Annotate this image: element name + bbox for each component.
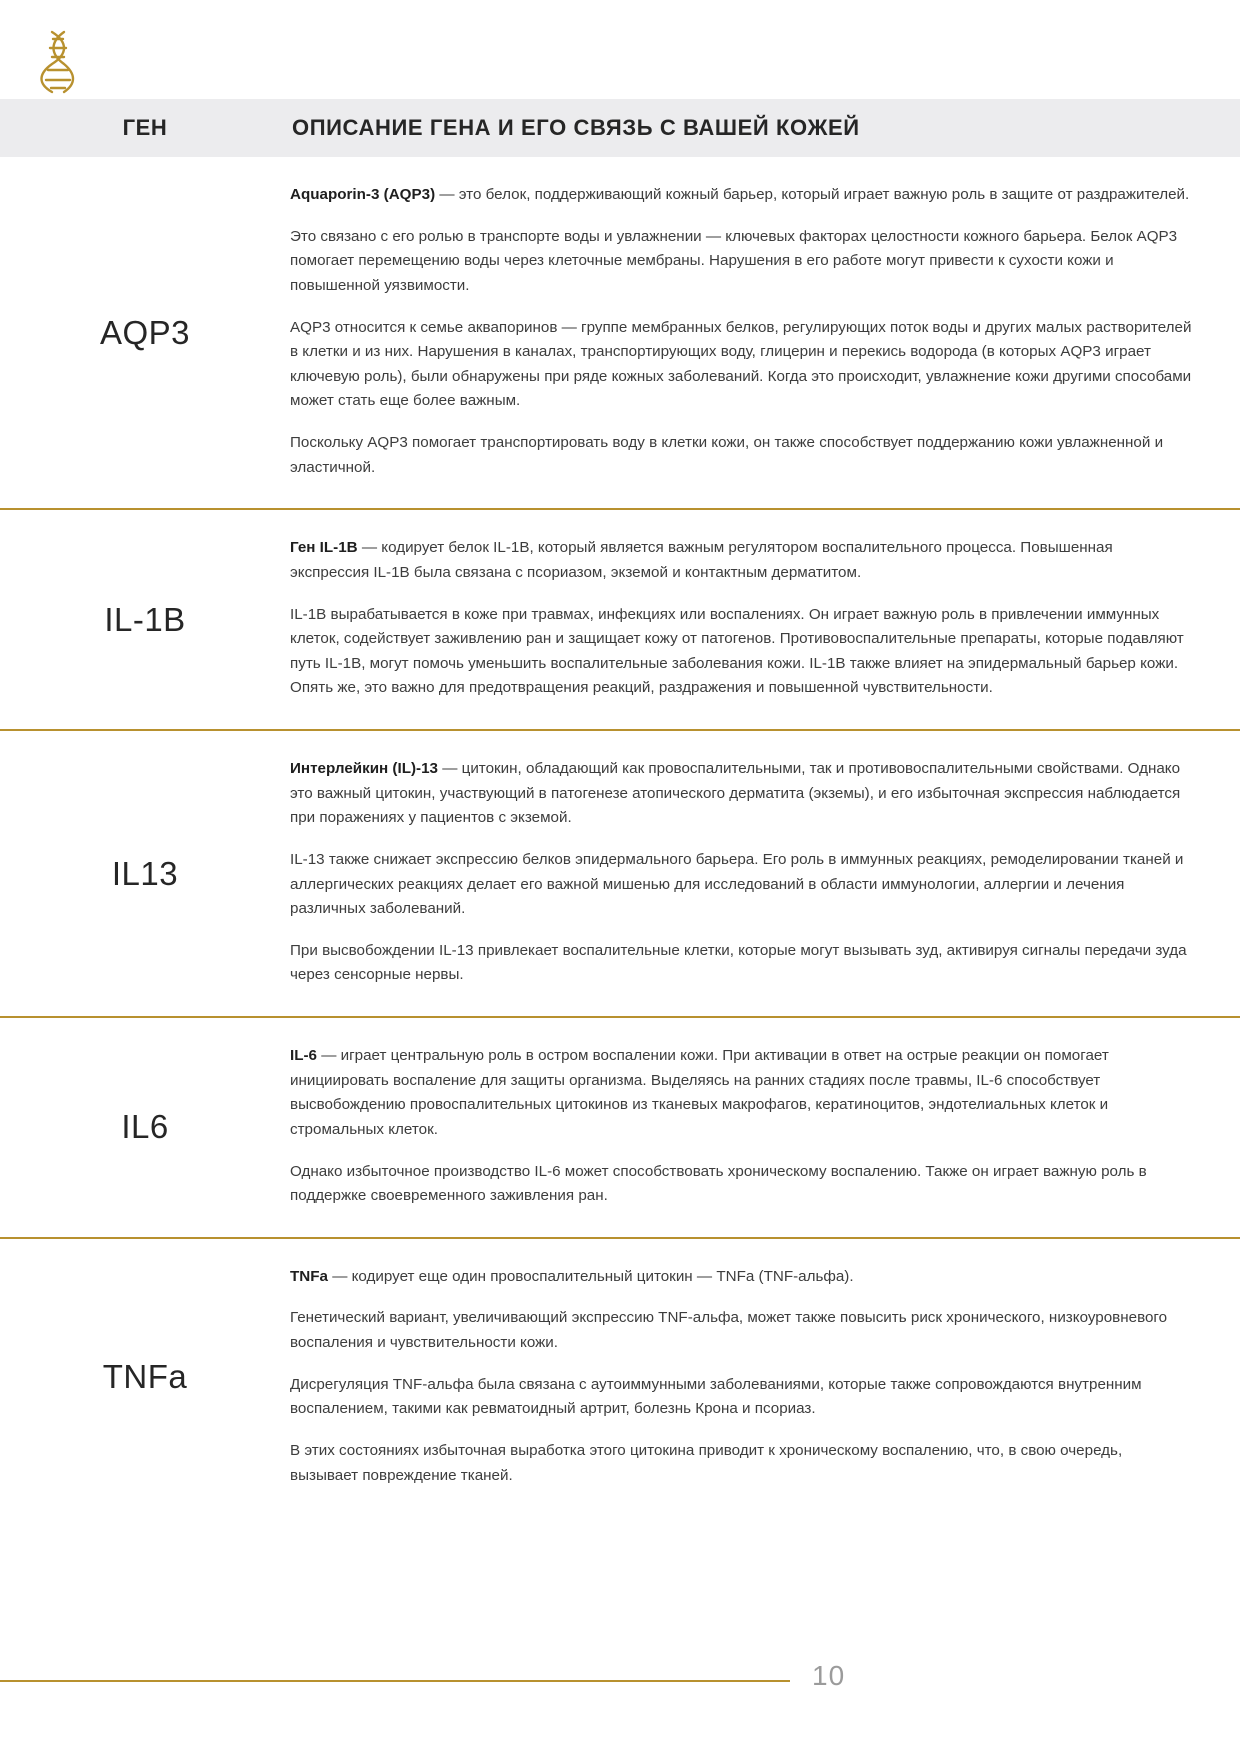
description-paragraph: IL-13 также снижает экспрессию белков эпидермального барьера. Его роль в иммунных реакциях, ремоделировании тканей и аллергических реакциях делает его важной мишенью для исследований в области иммунологии, аллергии и лечения различных заболеваний. xyxy=(290,850,1184,918)
description-paragraph: Генетический вариант, увеличивающий экспрессию TNF-альфа, может также повысить риск хронического, низкоуровневого воспаления и чувствительности кожи. xyxy=(290,1309,1168,1351)
table-row xyxy=(0,157,1240,510)
description-paragraph: В этих состояниях избыточная выработка этого цитокина приводит к хроническому воспалению, что, в свою очередь, вызывает повреждение тканей. xyxy=(290,1441,1123,1484)
gene-name: TNFa xyxy=(102,1358,188,1396)
table-row xyxy=(0,731,1240,1018)
column-header-gene: ГЕН xyxy=(122,115,168,140)
description-paragraph: Дисрегуляция TNF-альфа была связана с аутоиммунными заболеваниями, которые также сопровождаются внутренним воспалением, такими как ревматоидный артрит, болезнь Крона и псориаз. xyxy=(290,1375,1142,1418)
paragraph-lead: Aquaporin-3 (AQP3) xyxy=(290,186,436,203)
gene-name: IL13 xyxy=(111,854,179,892)
description-paragraph: TNFa — кодирует еще один провоспалительный цитокин — TNFa (TNF-альфа). xyxy=(290,1267,854,1285)
gene-cell xyxy=(0,1239,290,1516)
gene-table-body xyxy=(0,157,1240,1516)
paragraph-lead: Ген IL-1B xyxy=(290,539,358,557)
gene-description-cell xyxy=(290,731,1240,1016)
description-paragraph: Aquaporin-3 (AQP3) — это белок, поддерживающий кожный барьер, который играет важную роль в защите от раздражителей. xyxy=(290,186,1190,203)
gene-cell xyxy=(0,731,290,1016)
gene-name: IL-1B xyxy=(104,600,186,638)
gene-cell xyxy=(0,1018,290,1237)
page-footer xyxy=(0,1660,1240,1700)
description-paragraph: IL-6 — играет центральную роль в остром воспалении кожи. При активации в ответ на острые реакции он помогает инициировать воспаление для защиты организма. Выделяясь на ранних стадиях после травмы, IL-6 способствует высвобождению провоспалительных цитокинов из тканевых макрофагов, кератиноцитов, эндотелиальных клеток и стромальных клеток. xyxy=(290,1047,1109,1138)
description-paragraph: Однако избыточное производство IL-6 может способствовать хроническому воспалению. Также он играет важную роль в поддержке своевременного заживления ран. xyxy=(290,1162,1147,1205)
table-row xyxy=(0,1018,1240,1239)
description-paragraph: Ген IL-1B — кодирует белок IL-1B, который является важным регулятором воспалительного процесса. Повышенная экспрессия IL-1B была связана с псориазом, экземой и контактным дерматитом. xyxy=(290,539,1113,581)
paragraph-lead: IL-6 xyxy=(290,1047,318,1064)
description-paragraph: AQP3 относится к семье аквапоринов — группе мембранных белков, регулирующих поток воды и других малых растворителей в клетки и из них. Нарушения в каналах, транспортирующих воду, глицерин и перекись водорода (в которых AQP3 играет ключевую роль), были обнаружены при ряде кожных заболеваний. Когда это происходит, увлажнение кожи другими способами может стать еще более важным. xyxy=(290,318,1192,410)
gene-description-cell xyxy=(290,1239,1240,1516)
table-row xyxy=(0,1239,1240,1516)
column-header-description: ОПИСАНИЕ ГЕНА И ЕГО СВЯЗЬ С ВАШЕЙ КОЖЕЙ xyxy=(292,115,860,140)
footer-divider xyxy=(0,1680,790,1682)
gene-description-cell xyxy=(290,510,1240,729)
gene-description-cell xyxy=(290,1018,1240,1237)
description-paragraph: IL-1B вырабатывается в коже при травмах, инфекциях или воспалениях. Он играет важную роль в привлечении иммунных клеток, содействует заживлению ран и защищает кожу от патогенов. Противовоспалительные препараты, которые подавляют путь IL-1B, могут помочь уменьшить воспалительные заболевания кожи. IL-1B также влияет на эпидермальный барьер кожи. Опять же, это важно для предотвращения реакций, раздражения и повышенной чувствительности. xyxy=(290,605,1184,697)
description-paragraph: Это связано с его ролью в транспорте воды и увлажнении — ключевых факторах целостности кожного барьера. Белок AQP3 помогает перемещению воды через клеточные мембраны. Нарушения в его работе могут привести к сухости кожи и повышенной уязвимости. xyxy=(290,227,1178,294)
gene-cell xyxy=(0,510,290,729)
gene-cell xyxy=(0,157,290,508)
gene-name: AQP3 xyxy=(99,313,191,351)
gene-name: IL6 xyxy=(121,1108,169,1146)
paragraph-lead: TNFa xyxy=(290,1267,328,1285)
table-row xyxy=(0,510,1240,731)
description-paragraph: При высвобождении IL-13 привлекает воспалительные клетки, которые могут вызывать зуд, активируя сигналы передачи зуда через сенсорные нервы. xyxy=(290,941,1187,984)
description-paragraph: Поскольку AQP3 помогает транспортировать воду в клетки кожи, он также способствует поддержанию кожи увлажненной и эластичной. xyxy=(290,434,1164,476)
page-number: 10 xyxy=(812,1660,846,1691)
paragraph-lead: Интерлейкин (IL)-13 xyxy=(290,760,438,777)
table-header xyxy=(0,99,1240,157)
gene-description-cell xyxy=(290,157,1240,508)
description-paragraph: Интерлейкин (IL)-13 — цитокин, обладающий как провоспалительными, так и противовоспалительными свойствами. Однако это важный цитокин, участвующий в патогенезе атопического дерматита (экземы), и его избыточная экспрессия наблюдается при поражениях у пациентов с экземой. xyxy=(290,760,1181,827)
dna-helix-logo xyxy=(30,26,90,98)
